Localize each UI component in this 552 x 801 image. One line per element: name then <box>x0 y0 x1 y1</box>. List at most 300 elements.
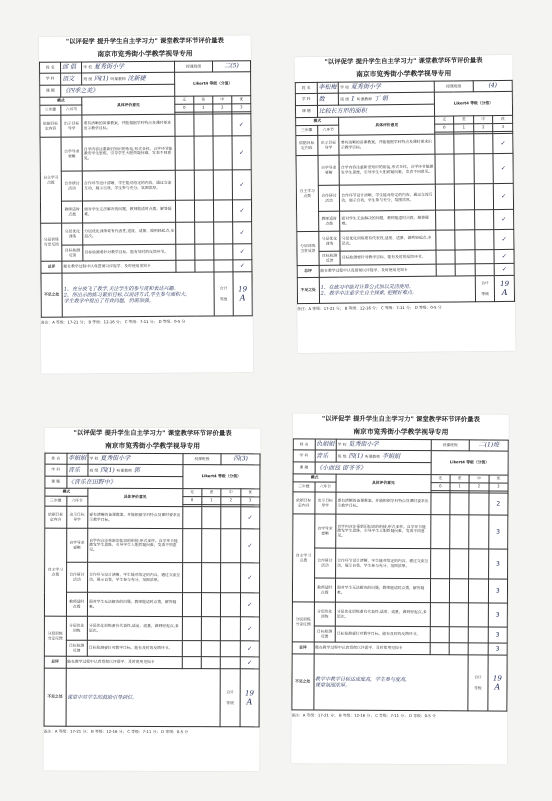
comments-field <box>62 272 214 317</box>
form-subtitle: 南京市览秀街小学教学视导专用 <box>356 69 452 79</box>
score-cell: ✓ <box>240 507 259 529</box>
score-cell <box>195 244 214 260</box>
observed-class-value: (4) <box>473 80 512 91</box>
score-cell <box>213 170 232 200</box>
score-cell <box>430 579 449 603</box>
step-row <box>40 200 251 223</box>
label-high: 优 <box>240 489 259 497</box>
score-cell <box>182 593 201 617</box>
step-stage: 分层优化训练 <box>314 602 336 626</box>
score-cell <box>435 184 455 210</box>
score-cell <box>430 493 449 515</box>
summary-text: 能在教学过程中认真贯彻以评促学、及时使用见知卡 <box>66 656 182 668</box>
label-class: 班 级 <box>83 76 93 82</box>
label-3steps: 三步骤 <box>296 125 318 135</box>
steps-body <box>292 492 508 643</box>
evaluation-sheet-2 <box>294 55 515 353</box>
score-cell <box>182 507 201 529</box>
score-0: 0 <box>431 483 450 491</box>
score-cell <box>430 603 449 627</box>
score-cell <box>175 114 194 136</box>
score-cell <box>475 230 495 250</box>
comment-line: 1、在练习中能对计算公式加以灵活使用。 <box>320 283 414 291</box>
score-1: 1 <box>202 497 221 505</box>
label-school: 学 校 <box>337 442 347 448</box>
step-desc: 目标检测要针对教学目标，能有及时的反馈环节。 <box>87 640 182 656</box>
score-3: 3 <box>232 104 251 112</box>
step-stage: 出示目标导学 <box>66 506 88 528</box>
class-teacher-field <box>82 72 175 85</box>
topic-value: 《音乐在田野中》 <box>66 476 182 488</box>
label-none: 无 <box>431 475 450 483</box>
form-title: "以评促学 提升学生自主学习力" 课堂教学环节评价量表 <box>73 428 232 438</box>
label-grade: 等级 <box>226 699 234 705</box>
score-cell <box>175 170 194 200</box>
grading-note: 备注：A 等级：17-21 分； B 等级：12-16 分； C 等级：7-11 分； D 等级：0-5 分 <box>297 304 442 312</box>
topic-value: 比较长方形的面积 <box>317 104 434 117</box>
label-grade: 等级 <box>474 684 482 690</box>
label-mode: 模式 <box>296 117 339 125</box>
step-stage: 自学导求要晰 <box>314 514 336 548</box>
label-school: 学 校 <box>89 456 99 462</box>
score-cell <box>221 641 240 657</box>
label-class: 班 级 <box>89 467 99 473</box>
score-total-grade <box>240 669 260 727</box>
label-none: 无 <box>434 116 454 124</box>
likert-header: Likert4 等级（分值） <box>434 91 512 116</box>
topic-value: 《四季之美》 <box>61 84 175 97</box>
step-row <box>40 170 251 201</box>
score-cell <box>474 134 494 154</box>
observed-class-value: 四(3) <box>221 454 260 465</box>
score-cell <box>455 184 475 210</box>
teacher-value: 郭 <box>133 466 140 474</box>
step-stage: 出示目标导学 <box>317 135 339 155</box>
label-grade: 等级 <box>219 295 228 301</box>
score-cell: ✓ <box>240 563 259 593</box>
score-0: 0 <box>175 104 194 112</box>
summary-text: 能在教学过程中认真贯彻以评促学、及时使用见知卡 <box>62 260 176 273</box>
summary-mark: ✓ <box>240 657 259 669</box>
form-subtitle: 南京市览秀街小学教学视导专用 <box>353 427 449 437</box>
label-total-grade <box>214 272 233 316</box>
score-cell: 3 <box>488 603 508 627</box>
step-row <box>44 592 259 617</box>
score-cell <box>450 515 470 549</box>
step-stage: 教师适时点拨 <box>314 578 336 602</box>
label-teacher: 听课教师 <box>364 453 381 459</box>
label-subject: 学 科 <box>40 73 61 85</box>
score-total-grade <box>495 275 515 301</box>
grade-value: A <box>501 287 508 297</box>
label-name: 姓 名 <box>293 439 315 450</box>
score-2: 2 <box>474 124 494 132</box>
step-row <box>297 209 514 231</box>
step-stage: 出示目标导学 <box>314 492 336 514</box>
label-topic: 课 题 <box>293 462 315 474</box>
score-cell <box>195 222 214 244</box>
label-six: 六环节 <box>66 496 88 506</box>
label-total: 合计 <box>481 280 489 286</box>
score-cell: 3 <box>488 549 508 579</box>
label-observed-class: 授课班级 <box>175 61 213 72</box>
score-cell: ✓ <box>494 229 514 249</box>
score-cell <box>182 617 201 641</box>
score-cell <box>221 507 240 529</box>
step-desc: 要有清晰的备课教案，并能根据学科特点及课时要求出示教学目标。 <box>88 506 183 528</box>
step-row <box>296 183 513 211</box>
score-0: 0 <box>182 497 201 505</box>
evaluation-sheet-3 <box>43 428 260 772</box>
step-desc: 合作环节设计清晰，学生能对给定的内容，通过交流互动，展示自我，学生参与充分，氛围浓厚。 <box>82 170 175 201</box>
score-cell <box>176 200 195 222</box>
score-cell <box>175 136 194 170</box>
step-group: 自主学习点拨 <box>292 514 314 602</box>
score-cell <box>201 617 220 641</box>
score-cell <box>474 154 494 184</box>
score-cell <box>221 563 240 593</box>
step-group: 依据目标定内容 <box>293 492 315 514</box>
score-cell: 3 <box>488 579 508 603</box>
step-desc: 自学内容注重新旧知识的衔接,形式多样。自学环节能激发学生思维，引导学生大胆质疑问难，发表不同意见。 <box>88 528 183 562</box>
score-cell <box>202 507 221 529</box>
score-cell <box>214 244 233 260</box>
step-desc: 面对学生无法解决的问题，教师能适时点拨，解答疑难。 <box>87 592 182 616</box>
evaluation-sheet-4 <box>291 413 509 764</box>
step-group: 分层训练当堂反馈 <box>41 223 62 261</box>
class-teacher-field <box>88 464 183 476</box>
name-field: 仇娟娟 <box>315 439 337 450</box>
score-cell: ✓ <box>493 133 513 153</box>
score-cell <box>182 641 201 657</box>
form-subtitle: 南京市览秀街小学教学视导专用 <box>97 49 193 59</box>
score-cell <box>435 154 455 184</box>
step-group: 分层训练当堂反馈 <box>297 231 319 265</box>
comments-field <box>319 276 475 304</box>
class-teacher-field <box>336 450 431 462</box>
label-name: 姓 名 <box>40 62 61 73</box>
comment-line: 2、所出示的练习紧扣目标,以说话方式,学生参与面积大。 <box>63 291 191 299</box>
score-cell <box>214 222 233 244</box>
label-3steps: 三步骤 <box>293 482 315 492</box>
label-desc: 具体评价意见 <box>88 488 183 506</box>
steps-body <box>296 133 514 265</box>
label-mid: 中 <box>469 475 488 483</box>
score-cell: ✓ <box>494 183 514 209</box>
summary-mark: 3 <box>488 643 507 655</box>
step-row <box>44 616 259 641</box>
steps-body <box>40 114 252 261</box>
step-stage: 目标检测反馈 <box>62 245 83 261</box>
form-title: "以评促学 提升学生自主学习力" 课堂教学环节评价量表 <box>324 56 483 66</box>
label-six: 六环节 <box>61 105 82 115</box>
form-title: "以评促学 提升学生自主学习力" 课堂教学环节评价量表 <box>321 414 480 424</box>
step-desc: 要有清晰的备课教案，并能根据学科特点及课时要求出示教学目标。 <box>82 114 175 137</box>
label-shortfall: 不足之处 <box>44 668 66 726</box>
step-stage: 合作研讨活动 <box>61 171 82 201</box>
score-cell: 3 <box>488 627 507 643</box>
label-observed-class: 授课班级 <box>431 440 470 451</box>
step-row <box>292 578 507 603</box>
total-value: 19 <box>245 688 254 697</box>
step-desc: 要有清晰的备课教案，并能根据学科特点及课时要求出示教学目标。 <box>339 134 435 155</box>
score-cell <box>221 617 240 641</box>
label-high: 优 <box>232 96 251 104</box>
score-cell: ✓ <box>240 617 259 641</box>
step-stage: 目标检测反馈 <box>314 626 336 642</box>
step-group: 分层训练当堂反馈 <box>292 602 314 642</box>
label-class: 班 级 <box>340 96 350 102</box>
school-value: 览秀街小学 <box>348 441 379 449</box>
step-row <box>296 133 513 155</box>
step-desc: 面对学生无法解决的问题，教师能适时点拨，解答疑难。 <box>83 200 176 223</box>
score-cell <box>449 549 469 579</box>
label-low: 差 <box>202 489 221 497</box>
comments-field <box>313 654 468 711</box>
likert-header: Likert4 等级（分值） <box>175 72 251 97</box>
step-stage: 合作研讨活动 <box>314 548 336 578</box>
step-row <box>292 602 507 627</box>
label-desc: 具体评价意见 <box>82 96 175 115</box>
step-stage: 自学导求要晰 <box>318 155 340 185</box>
label-class: 班 级 <box>337 453 347 459</box>
score-cell <box>182 563 201 593</box>
score-cell <box>455 210 475 230</box>
score-2: 2 <box>469 483 488 491</box>
form-subtitle: 南京市览秀街小学教学视导专用 <box>104 441 201 451</box>
evaluation-table <box>295 80 515 304</box>
label-shortfall: 不足之处 <box>297 277 319 303</box>
label-summary: 总评 <box>292 642 314 654</box>
score-cell <box>469 579 488 603</box>
label-mid: 中 <box>473 116 493 124</box>
comment-line: 教学中教学目标达成度高，学生参与度高， <box>315 676 411 683</box>
score-cell: ✓ <box>493 153 513 183</box>
name-field: 李松梅 <box>317 82 339 93</box>
step-row <box>45 528 260 563</box>
step-stage: 目标检测反馈 <box>66 640 88 656</box>
score-cell <box>449 579 468 603</box>
step-desc: 自学内容注重新旧知识的衔接,形式多样。自学环节能激发学生思维，引导学生大胆质疑问难，发表不同意见。 <box>82 136 175 171</box>
step-desc: 自学内容注重新旧知识的衔接,形式多样。自学环节能激发学生思维，引导学生大胆质疑问难，发表不同意见。 <box>336 514 431 548</box>
score-cell: ✓ <box>232 114 251 136</box>
subject-value: 音乐 <box>315 450 337 462</box>
label-total-grade <box>220 669 240 727</box>
score-cell <box>213 136 232 170</box>
step-desc: 分层优化训练要有代表性,适度、适量，做到轻起点,多层次。 <box>335 602 430 626</box>
score-cell: 3 <box>488 515 508 549</box>
teacher-value: 李娟娟 <box>381 452 400 460</box>
label-summary: 总评 <box>44 656 66 668</box>
step-row <box>293 514 508 549</box>
score-total-grade <box>233 272 252 316</box>
label-none: 无 <box>182 489 201 497</box>
step-stage: 分层优化训练 <box>66 616 88 640</box>
comment-line: 1、充分放飞了教学,关注学生的参与度和表达兴趣。 <box>63 285 179 293</box>
label-total-grade <box>468 655 488 711</box>
label-low: 差 <box>450 475 469 483</box>
label-total: 合计 <box>226 689 234 695</box>
label-school: 学 校 <box>83 64 93 70</box>
score-2: 2 <box>221 497 240 505</box>
evaluation-sheet-1 <box>39 35 253 373</box>
score-cell <box>436 250 456 264</box>
step-stage: 分层优化训练 <box>318 231 340 251</box>
step-row <box>44 640 259 657</box>
label-shortfall: 不足之处 <box>41 273 62 317</box>
label-grade: 等级 <box>481 290 489 296</box>
score-cell: ✓ <box>233 222 252 244</box>
score-0: 0 <box>435 124 455 132</box>
score-cell: ✓ <box>240 593 259 617</box>
label-shortfall: 不足之处 <box>292 654 314 710</box>
likert-header: Likert4 等级（分值） <box>431 451 509 475</box>
label-total: 合计 <box>219 285 228 291</box>
class-value: 四(1) <box>94 75 109 83</box>
label-summary: 总评 <box>41 261 62 273</box>
label-desc: 具体评价意见 <box>336 474 431 492</box>
step-desc: 目标检测要针对教学目标，能有及时的反馈环节。 <box>83 244 176 261</box>
label-subject: 学 科 <box>293 450 315 462</box>
topic-value: 《小面包 留爷爷》 <box>315 462 431 475</box>
comment-line: 学生教学中提出了有效问题，仍需加强。 <box>63 297 154 305</box>
score-1: 1 <box>450 483 469 491</box>
score-cell: ✓ <box>232 170 251 200</box>
evaluation-table <box>291 438 508 711</box>
step-stage: 教师适时点拨 <box>62 201 83 223</box>
score-cell <box>474 184 494 210</box>
score-cell <box>469 603 488 627</box>
label-total-grade <box>475 276 495 302</box>
score-1: 1 <box>454 124 474 132</box>
score-cell <box>194 200 213 222</box>
subject-value: 语文 <box>61 73 82 85</box>
score-cell <box>176 222 195 244</box>
label-six: 六环节 <box>317 125 339 135</box>
step-group: 依据目标定内容 <box>40 115 61 137</box>
step-group: 自主学习点拨 <box>296 155 318 231</box>
step-group: 依据目标定内容 <box>296 135 318 155</box>
step-desc: 合作环节设计清晰，学生能对给定的内容，通过交流互动，展示自我，学生参与充分，氛围浓厚。 <box>336 548 431 578</box>
label-name: 姓 名 <box>45 453 67 464</box>
step-desc: 面对学生无法解决的问题，教师能适时点拨，解答疑难。 <box>335 578 430 602</box>
label-low: 差 <box>454 116 474 124</box>
evaluation-table <box>39 60 253 317</box>
observed-class-value: 二(5) <box>213 61 251 72</box>
step-group: 自主学习点拨 <box>40 137 62 223</box>
school-field <box>88 453 183 464</box>
label-mode: 模式 <box>40 97 82 105</box>
label-3steps: 三步骤 <box>45 496 67 506</box>
name-field: 邱 倡 <box>61 62 82 73</box>
step-row <box>40 114 251 137</box>
label-mid: 中 <box>221 489 240 497</box>
score-total-grade <box>487 655 507 711</box>
score-cell <box>213 114 232 136</box>
step-stage: 分层优化训练 <box>62 223 83 245</box>
label-mode: 模式 <box>293 474 336 482</box>
step-row <box>293 548 508 579</box>
label-total: 合计 <box>474 674 482 680</box>
label-mid: 中 <box>213 96 232 104</box>
teacher-value: 沈新捷 <box>127 74 146 83</box>
step-desc: 分层优化训练要有代表性,适度、适量，做到轻起点,多层次。 <box>340 230 436 251</box>
score-cell <box>435 134 455 154</box>
step-desc: 合作环节设计清晰，学生能对给定的内容，通过交流互动，展示自我，学生参与充分，氛围浓厚。 <box>340 184 436 211</box>
step-row <box>45 506 260 529</box>
label-six: 六环节 <box>315 482 337 492</box>
label-3steps: 三步骤 <box>40 105 61 115</box>
step-desc: 自学内容注重新旧知识的衔接,形式多样。自学环节能激发学生思维，引导学生大胆质疑问难，发表不同意见。 <box>339 154 435 185</box>
label-subject: 学 科 <box>295 93 317 105</box>
score-cell <box>435 210 455 230</box>
score-cell <box>469 627 488 643</box>
label-name: 姓 名 <box>295 82 317 93</box>
score-cell <box>469 549 489 579</box>
school-value: 夏秀街小学 <box>100 455 131 463</box>
label-topic: 课 题 <box>295 105 317 117</box>
comment-line: 课堂氛围浓厚。 <box>314 682 351 689</box>
evaluation-table <box>44 453 261 728</box>
score-cell <box>202 529 221 563</box>
score-1: 1 <box>194 104 213 112</box>
school-field <box>336 439 431 450</box>
step-stage: 教师适时点拨 <box>66 592 88 616</box>
total-value: 19 <box>500 279 510 288</box>
score-cell <box>430 549 450 579</box>
grading-note: 备注：A 等级：17-21 分； B 等级：12-16 分； C 等级：7-11 分； D 等级：0-5 分 <box>40 318 186 325</box>
comment-line: 课堂中对学生的鼓励引导到位。 <box>67 694 138 701</box>
score-cell: ✓ <box>494 249 514 263</box>
label-observed-class: 授课班级 <box>183 454 222 465</box>
step-group: 自主学习点拨 <box>44 528 66 616</box>
step-row <box>40 136 251 171</box>
step-stage: 教师适时点拨 <box>318 211 340 231</box>
label-topic: 课 题 <box>45 476 67 488</box>
school-field <box>82 61 175 73</box>
step-stage: 合作研讨活动 <box>318 185 340 211</box>
label-mode: 模式 <box>45 488 88 496</box>
comment-line: 2、教学中注重学生自主探索, 把握好难点。 <box>320 289 418 297</box>
likert-header: Likert4 等级（分值） <box>182 465 259 489</box>
score-cell: 2 <box>489 493 508 515</box>
score-cell <box>201 641 220 657</box>
total-value: 19 <box>492 673 502 683</box>
step-group: 分层训练当堂反馈 <box>44 616 66 656</box>
step-row <box>297 229 514 251</box>
summary-text: 能在教学过程中认真贯彻以评促学、及时使用见知卡 <box>319 264 436 277</box>
step-stage: 自学导求要晰 <box>61 137 82 171</box>
school-value: 夏秀街小学 <box>350 83 381 91</box>
label-teacher: 听课教师 <box>116 467 132 473</box>
grading-note: 备注：A 等级：17-21 分； B 等级：12-16 分； C 等级：7-11 分； D 等级：0-5 分 <box>43 728 189 735</box>
grade-value: A <box>246 697 253 707</box>
step-stage: 目标检测反馈 <box>319 251 341 265</box>
score-cell <box>430 515 450 549</box>
score-cell <box>213 200 232 222</box>
step-stage: 自学导求要晰 <box>66 528 88 562</box>
subject-value: 音乐 <box>66 464 88 476</box>
label-desc: 具体评价意见 <box>339 116 435 135</box>
score-cell <box>194 170 213 200</box>
grade-value: A <box>239 293 246 303</box>
score-cell <box>455 230 475 250</box>
score-cell <box>469 493 488 515</box>
class-value: 四(1) <box>348 452 363 460</box>
score-cell <box>436 230 456 250</box>
step-desc: 要有清晰的备课教案，并能根据学科特点及课时要求出示教学目标。 <box>336 492 431 514</box>
grading-note: 备注：A 等级：17-21 分； B 等级：12-16 分； C 等级：7-11 分； D 等级：0-5 分 <box>291 712 436 719</box>
